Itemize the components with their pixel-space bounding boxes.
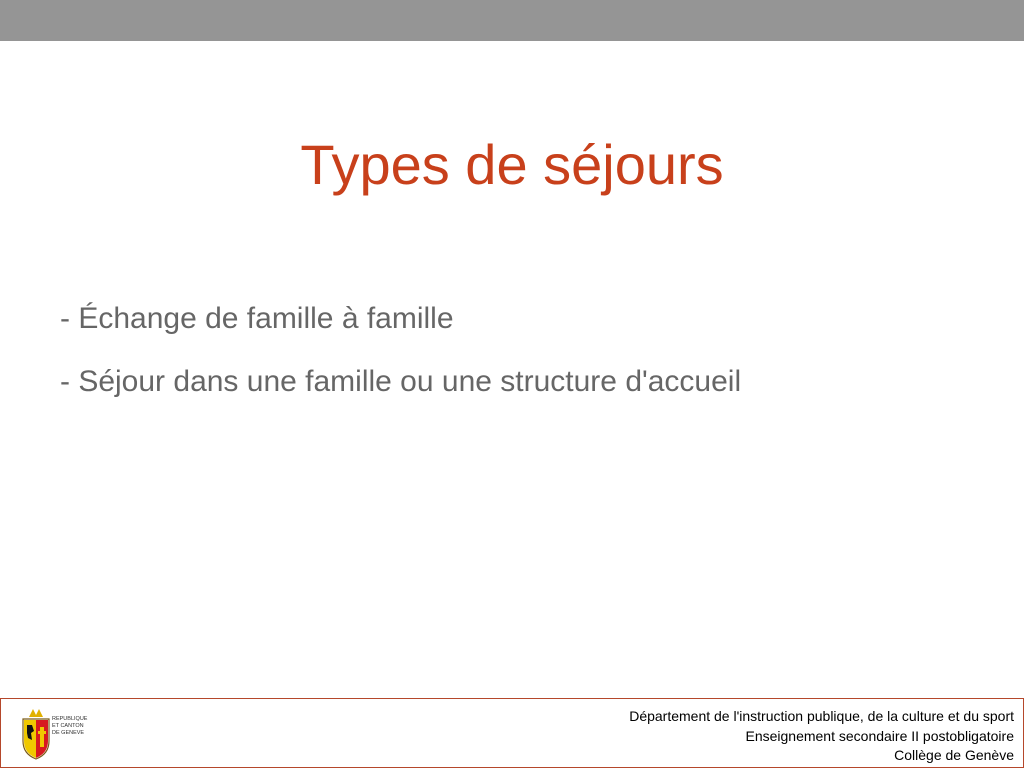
bullet-item: - Échange de famille à famille (60, 302, 454, 335)
logo-text: REPUBLIQUE ET CANTON DE GENEVE (52, 716, 88, 736)
slide-title: Types de séjours (300, 133, 724, 196)
footer (0, 698, 1024, 768)
top-bar (0, 0, 1024, 41)
geneva-coat-of-arms-icon (19, 707, 88, 761)
college-line: Collège de Genève (894, 747, 1014, 763)
department-line: Département de l'instruction publique, de la culture et du sport (629, 708, 1014, 724)
footer-text (629, 707, 1014, 766)
bullet-list (60, 296, 741, 422)
education-level-line: Enseignement secondaire II postobligatoire (745, 727, 1014, 744)
bullet-item: - Séjour dans une famille ou une structure d'accueil (60, 365, 742, 398)
